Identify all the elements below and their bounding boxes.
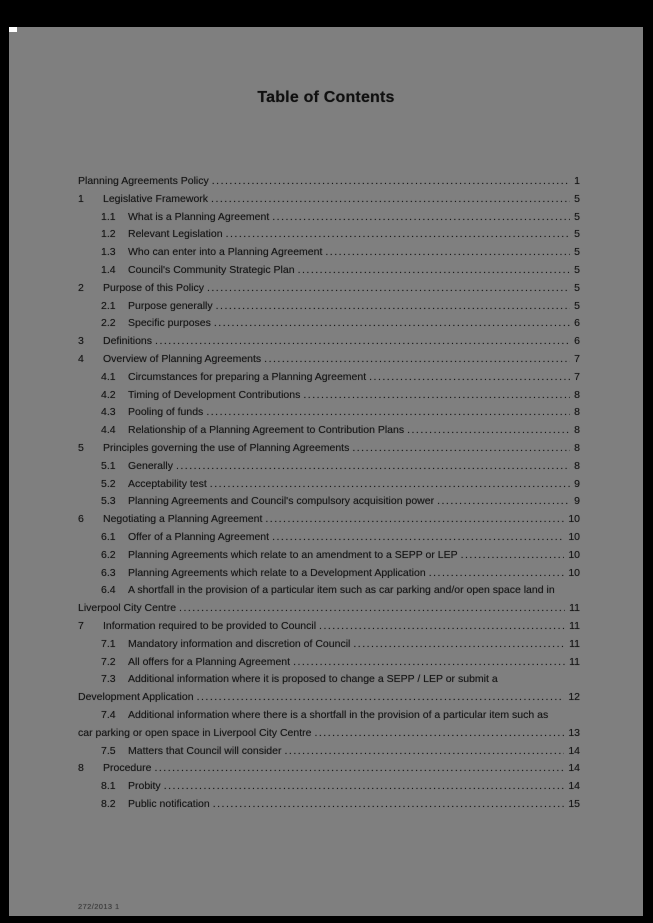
toc-entry-number: 4 xyxy=(78,352,84,365)
toc-entry-line2 xyxy=(78,691,580,709)
toc-entry xyxy=(78,246,580,264)
toc-entry-number: 4.1 xyxy=(101,370,116,383)
dot-leader xyxy=(207,282,570,294)
toc-entry-number: 2 xyxy=(78,281,84,294)
toc-entry-label-wrap: Liverpool City Centre xyxy=(78,602,177,615)
toc-entry-label: Matters that Council will consider xyxy=(128,744,282,757)
toc-entry-number: 7.4 xyxy=(101,708,116,721)
toc-entry-number: 1.2 xyxy=(101,228,116,241)
dot-leader xyxy=(206,406,570,418)
toc-entry-page: 5 xyxy=(574,228,580,241)
dot-leader xyxy=(176,460,570,472)
toc-entry-label: Probity xyxy=(128,780,161,793)
toc-entry xyxy=(78,584,580,620)
toc-entry-label: Timing of Development Contributions xyxy=(128,388,301,401)
toc-entry-page: 10 xyxy=(568,513,580,526)
toc-entry-page: 5 xyxy=(574,299,580,312)
toc-entry-page: 5 xyxy=(574,192,580,205)
toc-entry xyxy=(78,424,580,442)
toc-entry-label: Offer of a Planning Agreement xyxy=(128,530,270,543)
toc-list xyxy=(78,175,580,816)
dot-leader xyxy=(197,691,565,703)
dot-leader xyxy=(353,638,565,650)
toc-entry-label: Acceptability test xyxy=(128,477,207,490)
toc-entry-page: 1 xyxy=(574,175,580,187)
toc-entry-number: 5.1 xyxy=(101,459,116,472)
toc-entry xyxy=(78,495,580,513)
toc-entry-page: 5 xyxy=(574,246,580,259)
toc-entry xyxy=(78,460,580,478)
toc-entry-label: Legislative Framework xyxy=(103,192,209,205)
toc-entry-label: Negotiating a Planning Agreement xyxy=(103,513,263,526)
toc-entry xyxy=(78,531,580,549)
toc-entry-number: 7 xyxy=(78,619,84,632)
dot-leader xyxy=(210,478,570,490)
toc-entry-number: 1 xyxy=(78,192,84,205)
toc-entry xyxy=(78,762,580,780)
toc-entry xyxy=(78,228,580,246)
toc-entry-line2 xyxy=(78,602,580,620)
dot-leader xyxy=(265,513,564,525)
toc-entry xyxy=(78,300,580,318)
toc-entry-page: 9 xyxy=(574,495,580,508)
toc-entry xyxy=(78,406,580,424)
toc-entry-number: 5.3 xyxy=(101,495,116,508)
toc-entry-label: Mandatory information and discretion of Council xyxy=(128,637,351,650)
toc-entry-line1 xyxy=(78,709,580,727)
toc-entry-page: 8 xyxy=(574,441,580,454)
toc-entry xyxy=(78,317,580,335)
dot-leader xyxy=(164,780,565,792)
dot-leader xyxy=(155,335,570,347)
toc-entry-label: Procedure xyxy=(103,762,152,775)
toc-entry xyxy=(78,549,580,567)
dot-leader xyxy=(272,531,564,543)
document-page xyxy=(9,27,643,916)
toc-entry-label: What is a Planning Agreement xyxy=(128,210,270,223)
dot-leader xyxy=(461,549,565,561)
toc-entry-number: 6.4 xyxy=(101,584,116,597)
toc-entry-label: Relevant Legislation xyxy=(128,228,223,241)
toc-entry-page: 5 xyxy=(574,281,580,294)
toc-entry-page: 14 xyxy=(568,744,580,757)
toc-entry-page: 15 xyxy=(568,797,580,810)
toc-entry-number: 6.2 xyxy=(101,548,116,561)
toc-entry xyxy=(78,353,580,371)
toc-entry-page: 11 xyxy=(569,655,580,668)
toc-entry xyxy=(78,211,580,229)
dot-leader xyxy=(352,442,570,454)
toc-entry-page: 6 xyxy=(574,335,580,348)
toc-entry-number: 6.3 xyxy=(101,566,116,579)
toc-entry-page: 8 xyxy=(574,424,580,437)
dot-leader xyxy=(226,228,571,240)
dot-leader xyxy=(214,317,570,329)
toc-entry-page: 10 xyxy=(568,548,580,561)
toc-entry-page: 10 xyxy=(568,566,580,579)
dot-leader xyxy=(303,389,570,401)
dot-leader xyxy=(179,602,565,614)
dot-leader xyxy=(213,798,565,810)
dot-leader xyxy=(154,762,564,774)
toc-entry-label: Purpose of this Policy xyxy=(103,281,204,294)
toc-entry-number: 8.1 xyxy=(101,780,116,793)
toc-entry-label: All offers for a Planning Agreement xyxy=(128,655,291,668)
toc-entry xyxy=(78,620,580,638)
toc-entry xyxy=(78,638,580,656)
toc-entry-label: A shortfall in the provision of a particular item such as car parking and/or open space land in xyxy=(128,584,555,597)
toc-entry-label: Council's Community Strategic Plan xyxy=(128,263,295,276)
dot-leader xyxy=(293,656,565,668)
toc-entry xyxy=(78,673,580,709)
toc-entry xyxy=(78,282,580,300)
toc-entry-label: Relationship of a Planning Agreement to Contribution Plans xyxy=(128,424,405,437)
toc-entry-page: 11 xyxy=(569,619,580,632)
toc-entry xyxy=(78,656,580,674)
toc-entry xyxy=(78,335,580,353)
toc-entry xyxy=(78,264,580,282)
dot-leader xyxy=(284,745,564,757)
toc-entry-page: 10 xyxy=(568,530,580,543)
toc-entry-label: Pooling of funds xyxy=(128,406,204,419)
toc-entry-label-wrap: Development Application xyxy=(78,691,194,704)
toc-entry-label: Information required to be provided to Council xyxy=(103,619,317,632)
toc-entry-number: 1.4 xyxy=(101,263,116,276)
toc-entry-label: Who can enter into a Planning Agreement xyxy=(128,246,323,259)
toc-entry-page: 11 xyxy=(569,602,580,615)
page-title: Table of Contents xyxy=(257,89,395,106)
toc-entry-number: 8.2 xyxy=(101,797,116,810)
dot-leader xyxy=(325,246,570,258)
toc-entry xyxy=(78,371,580,389)
toc-entry-page: 8 xyxy=(574,406,580,419)
toc-entry-page: 8 xyxy=(574,459,580,472)
toc-entry-label: Specific purposes xyxy=(128,317,211,330)
toc-entry xyxy=(78,709,580,745)
dot-leader xyxy=(211,193,570,205)
toc-entry-line2 xyxy=(78,727,580,745)
toc-entry-number: 5 xyxy=(78,441,84,454)
toc-entry-number: 4.2 xyxy=(101,388,116,401)
toc-entry-number: 4.3 xyxy=(101,406,116,419)
dot-leader xyxy=(314,727,564,739)
toc-entry-page: 7 xyxy=(574,352,580,365)
toc-entry-page: 13 xyxy=(568,726,580,739)
toc-entry xyxy=(78,567,580,585)
toc-entry-page: 9 xyxy=(574,477,580,490)
toc-entry-page: 11 xyxy=(569,637,580,650)
toc-entry-label: Circumstances for preparing a Planning Agreement xyxy=(128,370,367,383)
toc-entry-number: 8 xyxy=(78,762,84,775)
toc-entry-page: 5 xyxy=(574,210,580,223)
toc-entry-label: Overview of Planning Agreements xyxy=(103,352,262,365)
toc-entry-number: 7.1 xyxy=(101,637,116,650)
dot-leader xyxy=(407,424,570,436)
toc-entry-page: 14 xyxy=(568,762,580,775)
toc-entry-number: 1.3 xyxy=(101,246,116,259)
toc-entry-page: 7 xyxy=(574,370,580,383)
toc-entry-label: Planning Agreements which relate to a Development Application xyxy=(128,566,426,579)
toc-entry-number: 1.1 xyxy=(101,210,116,223)
toc-entry-label: Additional information where it is proposed to change a SEPP / LEP or submit a xyxy=(128,673,498,686)
toc-entry-page: 6 xyxy=(574,317,580,330)
toc-entry-number: 7.5 xyxy=(101,744,116,757)
toc-entry xyxy=(78,745,580,763)
toc-entry-number: 5.2 xyxy=(101,477,116,490)
dot-leader xyxy=(437,495,570,507)
toc-entry-label-wrap: car parking or open space in Liverpool City Centre xyxy=(78,726,312,739)
toc-entry-page: 5 xyxy=(574,263,580,276)
toc-entry-line1 xyxy=(78,584,580,602)
dot-leader xyxy=(298,264,571,276)
toc-entry xyxy=(78,175,580,193)
toc-entry-number: 7.3 xyxy=(101,673,116,686)
toc-entry-page: 12 xyxy=(568,691,580,704)
toc-entry-number: 6 xyxy=(78,513,84,526)
toc-entry-label: Planning Agreements Policy xyxy=(78,175,209,187)
dot-leader xyxy=(319,620,565,632)
toc-entry-page: 8 xyxy=(574,388,580,401)
toc-entry xyxy=(78,193,580,211)
toc-entry-label: Principles governing the use of Planning Agreements xyxy=(103,441,350,454)
toc-entry xyxy=(78,478,580,496)
toc-entry-number: 4.4 xyxy=(101,424,116,437)
toc-entry-number: 3 xyxy=(78,335,84,348)
toc-entry-number: 7.2 xyxy=(101,655,116,668)
toc-entry-number: 2.1 xyxy=(101,299,116,312)
dot-leader xyxy=(369,371,570,383)
toc-entry xyxy=(78,442,580,460)
dot-leader xyxy=(429,567,565,579)
scan-artifact xyxy=(9,27,17,32)
toc-entry-line1 xyxy=(78,673,580,691)
toc-entry-label: Planning Agreements and Council's compulsory acquisition power xyxy=(128,495,435,508)
toc-entry-number: 6.1 xyxy=(101,530,116,543)
toc-entry-label: Public notification xyxy=(128,797,210,810)
toc-entry-label: Purpose generally xyxy=(128,299,213,312)
footer-reference: 272/2013 1 xyxy=(78,902,120,911)
toc-entry xyxy=(78,389,580,407)
toc-entry-label: Planning Agreements which relate to an amendment to a SEPP or LEP xyxy=(128,548,458,561)
toc-entry xyxy=(78,798,580,816)
toc-entry xyxy=(78,513,580,531)
dot-leader xyxy=(272,211,570,223)
dot-leader xyxy=(212,175,570,187)
dot-leader xyxy=(216,300,571,312)
toc-entry-label: Definitions xyxy=(103,335,153,348)
dot-leader xyxy=(264,353,570,365)
toc-entry-label: Generally xyxy=(128,459,173,472)
toc-entry-number: 2.2 xyxy=(101,317,116,330)
toc-entry-label: Additional information where there is a shortfall in the provision of a particular item such as xyxy=(128,708,549,721)
toc-entry xyxy=(78,780,580,798)
toc-entry-page: 14 xyxy=(568,780,580,793)
